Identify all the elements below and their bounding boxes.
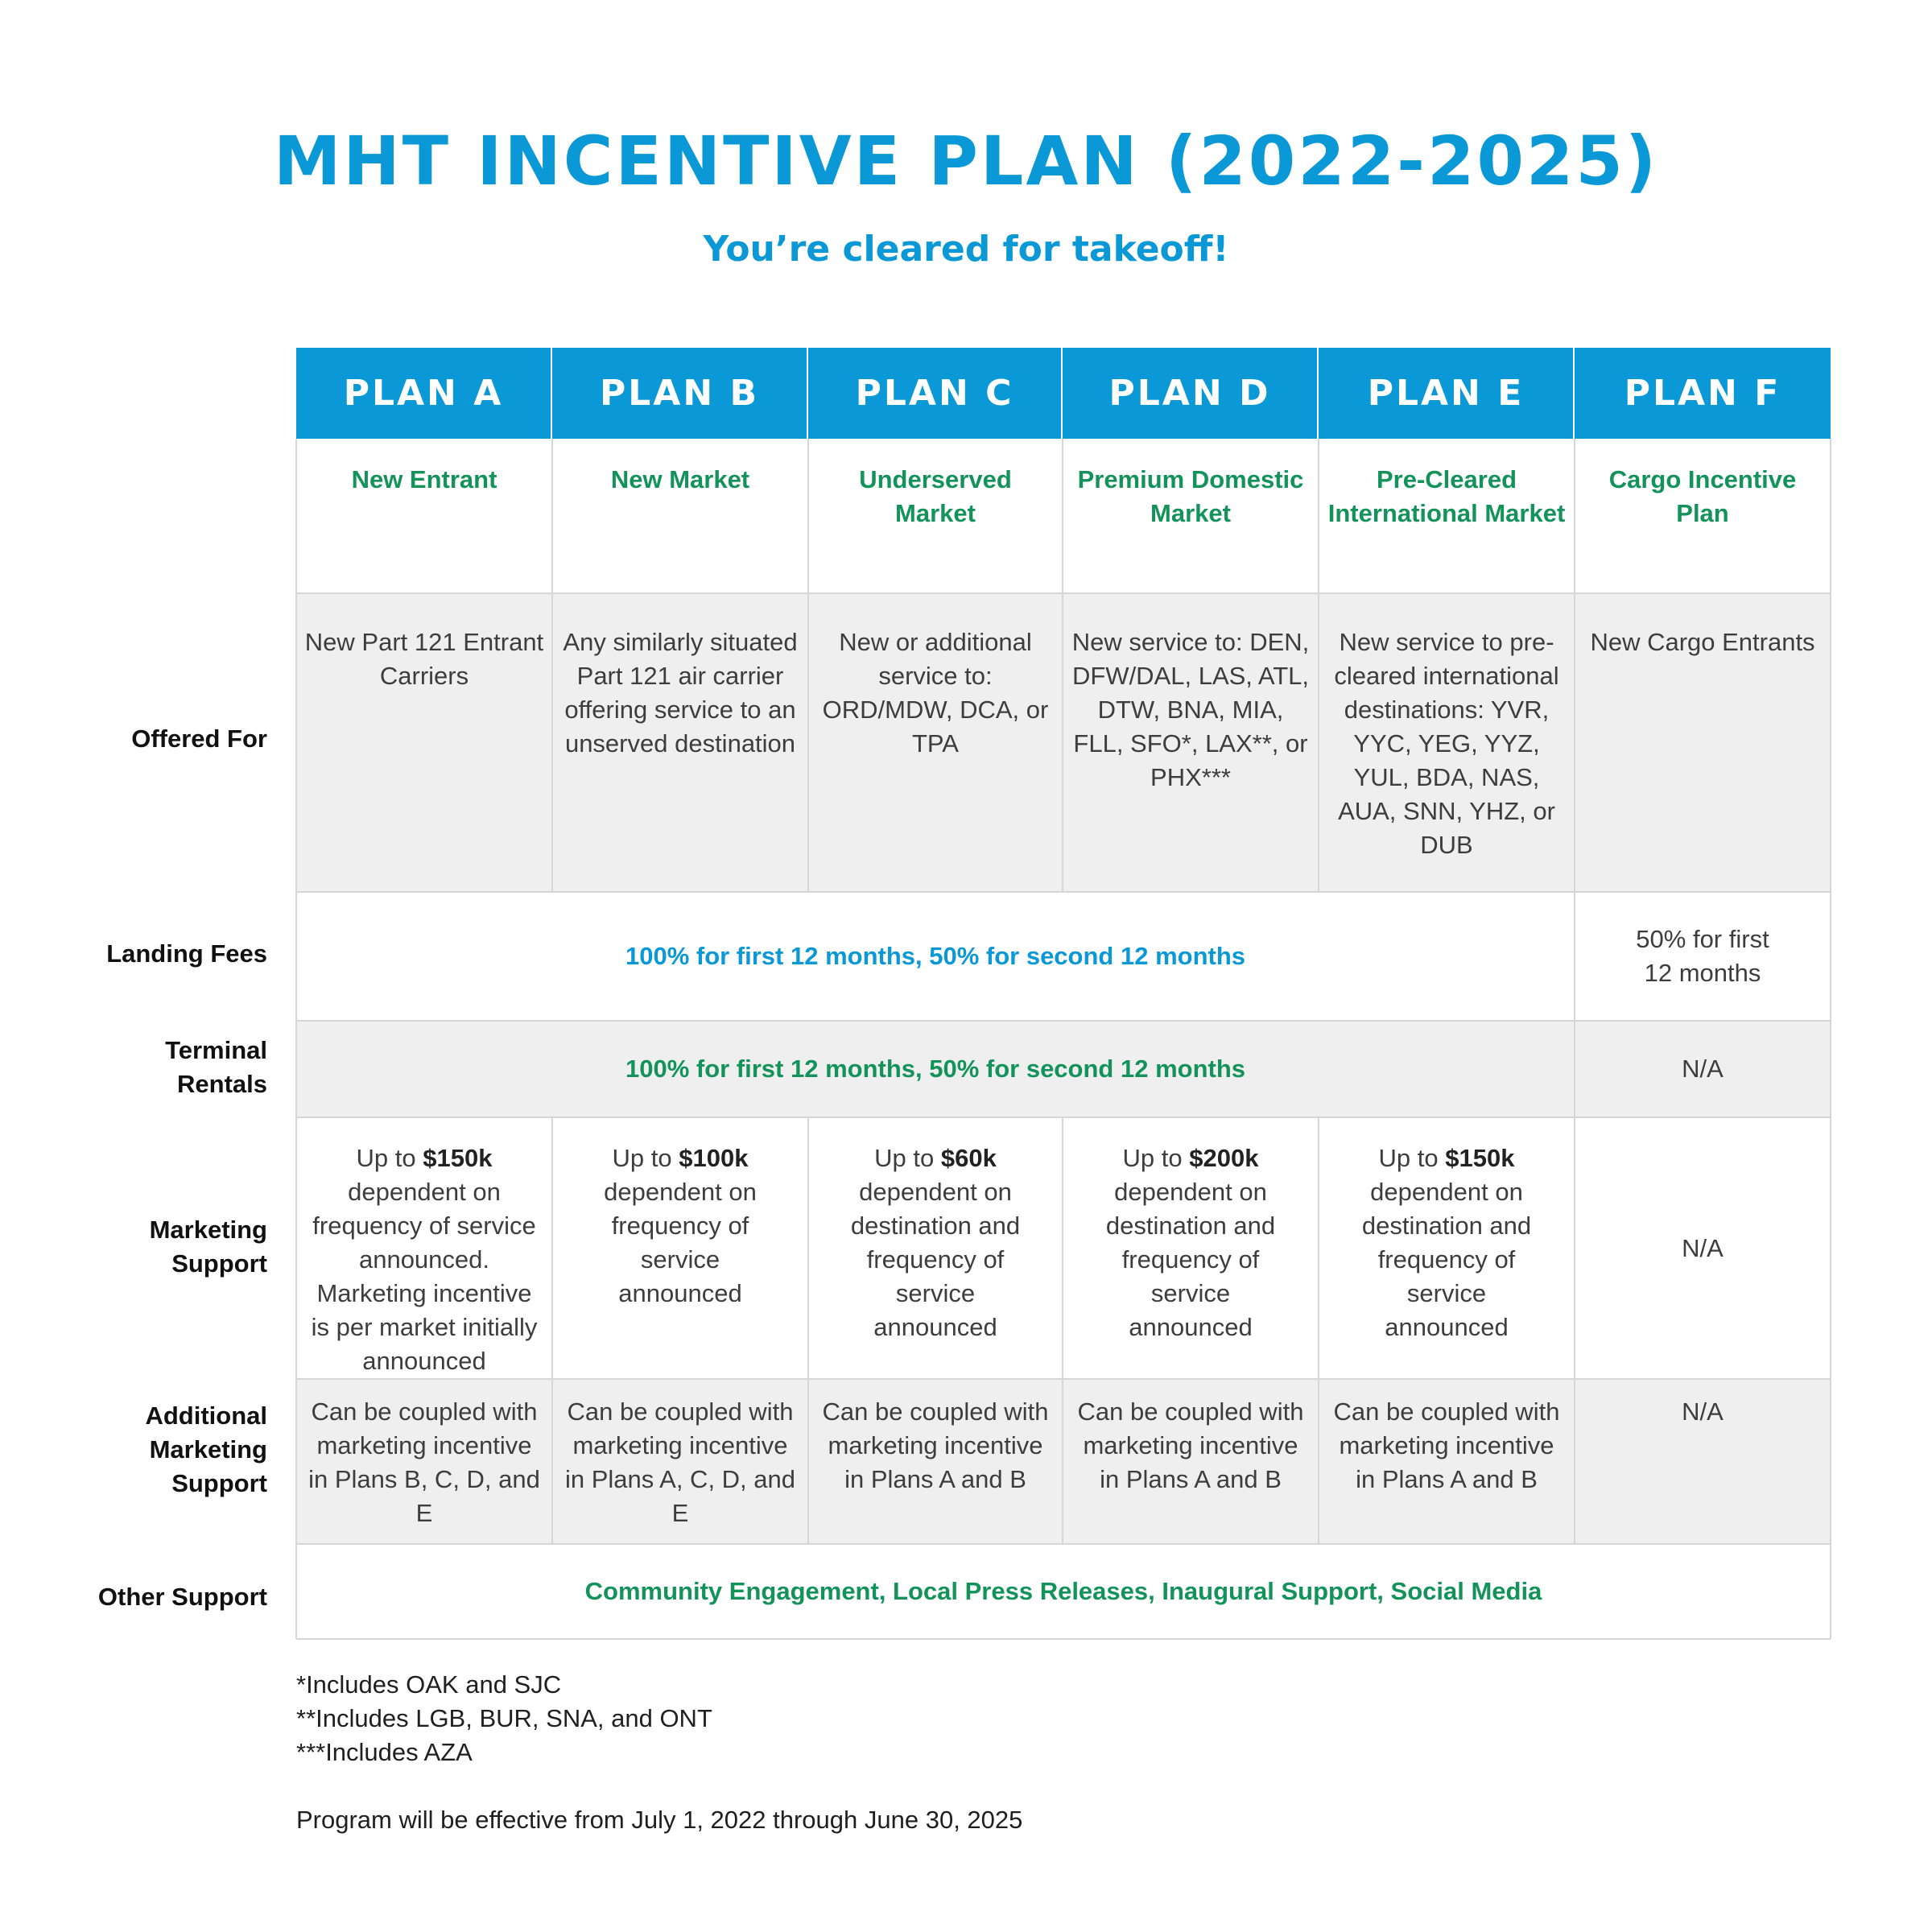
additional-marketing-cell — [552, 1379, 808, 1544]
footnote: ***Includes AZA — [296, 1738, 473, 1766]
plan-name-cell — [1575, 439, 1831, 593]
table-divider — [551, 1117, 553, 1544]
offered-for-cell — [1575, 593, 1831, 892]
plan-name: New Market — [610, 465, 750, 493]
marketing-support-cell — [296, 1117, 552, 1379]
plan-name-cell — [552, 439, 808, 593]
terminal-rentals-shared — [296, 1021, 1575, 1117]
landing-fees-plan-f-text: 50% for first 12 months — [1636, 925, 1769, 987]
additional-marketing-cell — [1575, 1379, 1831, 1544]
table-divider — [1062, 439, 1063, 892]
marketing-amount: $60k — [940, 1144, 997, 1172]
marketing-support-cell — [808, 1117, 1063, 1379]
terminal-rentals-text: 100% for first 12 months, 50% for second 12 months — [625, 1055, 1246, 1083]
offered-for-cell — [552, 593, 808, 892]
table-divider — [296, 1543, 1831, 1545]
terminal-rentals-plan-f-text: N/A — [1682, 1055, 1724, 1083]
table-divider — [295, 439, 297, 1639]
marketing-prefix: Up to — [1378, 1144, 1446, 1172]
additional-marketing-text: Can be coupled with marketing incentive in Plans A and B — [822, 1397, 1049, 1493]
plan-header-label: PLAN C — [855, 373, 1014, 414]
plan-header-c — [808, 348, 1063, 439]
marketing-support-text — [560, 1141, 800, 1311]
table-divider — [296, 1638, 1831, 1640]
offered-for-cell — [808, 593, 1063, 892]
table-divider — [296, 1378, 1831, 1380]
table-divider — [1062, 1117, 1063, 1544]
plan-header-label: PLAN D — [1108, 373, 1271, 414]
table-divider — [296, 592, 1831, 594]
other-support-shared — [296, 1544, 1831, 1639]
table-divider — [1830, 439, 1831, 1639]
additional-marketing-text: N/A — [1682, 1397, 1724, 1426]
table-divider — [296, 1020, 1831, 1022]
marketing-support-cell — [1575, 1117, 1831, 1379]
row-label-landing-fees: Landing Fees — [106, 939, 267, 968]
table-divider — [807, 1117, 809, 1544]
marketing-prefix: Up to — [1122, 1144, 1190, 1172]
marketing-detail: dependent on destination and frequency of service announced — [1105, 1178, 1276, 1341]
offered-for-cell — [1063, 593, 1319, 892]
offered-for-cell — [1319, 593, 1575, 892]
additional-marketing-cell — [1319, 1379, 1575, 1544]
row-label-additional-marketing-support: Additional Marketing Support — [145, 1402, 267, 1497]
marketing-support-cell — [1319, 1117, 1575, 1379]
terminal-rentals-plan-f — [1575, 1021, 1831, 1117]
page-subtitle: You’re cleared for takeoff! — [703, 229, 1229, 270]
marketing-detail: dependent on frequency of service announced — [604, 1178, 757, 1307]
plan-header-d — [1063, 348, 1319, 439]
offered-for-text: New Cargo Entrants — [1590, 628, 1815, 656]
footnote: *Includes OAK and SJC — [296, 1670, 562, 1699]
row-label-offered-for: Offered For — [131, 724, 267, 753]
additional-marketing-cell — [808, 1379, 1063, 1544]
plan-name-cell — [1319, 439, 1575, 593]
plan-header-label: PLAN A — [343, 373, 504, 414]
table-divider — [1574, 439, 1575, 892]
page-title: MHT INCENTIVE PLAN (2022-2025) — [273, 122, 1659, 200]
table-divider — [1318, 1117, 1319, 1544]
marketing-prefix: Up to — [874, 1144, 941, 1172]
plan-header-label: PLAN B — [599, 373, 760, 414]
additional-marketing-text: Can be coupled with marketing incentive in Plans B, C, D, and E — [308, 1397, 540, 1527]
plan-header-b — [552, 348, 808, 439]
marketing-support-text — [816, 1141, 1055, 1344]
offered-for-text: New service to pre-cleared international destinations: YVR, YYC, YEG, YYZ, YUL, BDA, NAS, AUA, SNN, YHZ, or DUB — [1334, 628, 1559, 859]
offered-for-cell — [296, 593, 552, 892]
offered-for-text: Any similarly situated Part 121 air carrier offering service to an unserved destination — [563, 628, 798, 758]
table-divider — [296, 891, 1831, 893]
plan-name-cell — [296, 439, 552, 593]
additional-marketing-text: Can be coupled with marketing incentive in Plans A and B — [1077, 1397, 1304, 1493]
marketing-support-cell — [552, 1117, 808, 1379]
marketing-support-text — [304, 1141, 544, 1378]
additional-marketing-text: Can be coupled with marketing incentive in Plans A and B — [1333, 1397, 1560, 1493]
marketing-detail: dependent on frequency of service announced. Marketing incentive is per market initially announced — [311, 1178, 538, 1375]
row-label-other-support: Other Support — [97, 1583, 267, 1611]
plan-name: New Entrant — [351, 465, 497, 493]
offered-for-text: New or additional service to: ORD/MDW, DCA, or TPA — [822, 628, 1049, 758]
additional-marketing-cell — [1063, 1379, 1319, 1544]
marketing-support-cell — [1063, 1117, 1319, 1379]
marketing-detail: dependent on destination and frequency of service announced — [850, 1178, 1021, 1341]
landing-fees-text: 100% for first 12 months, 50% for second 12 months — [625, 942, 1246, 970]
footnotes — [296, 1668, 1584, 1837]
marketing-amount: $200k — [1189, 1144, 1259, 1172]
marketing-amount: $100k — [679, 1144, 749, 1172]
table-divider — [1574, 892, 1575, 1117]
marketing-amount: $150k — [423, 1144, 493, 1172]
plan-header-a — [296, 348, 552, 439]
plan-header-label: PLAN F — [1624, 373, 1781, 414]
marketing-prefix: Up to — [612, 1144, 679, 1172]
marketing-support-text — [1071, 1141, 1311, 1344]
plan-name: Cargo Incentive Plan — [1608, 465, 1797, 527]
offered-for-text: New Part 121 Entrant Carriers — [304, 628, 544, 690]
table-divider — [551, 439, 553, 892]
additional-marketing-cell — [296, 1379, 552, 1544]
table-divider — [296, 1117, 1831, 1118]
effective-date-note: Program will be effective from July 1, 2022 through June 30, 2025 — [296, 1806, 1023, 1834]
plan-header-label: PLAN E — [1367, 373, 1525, 414]
plan-header-f — [1575, 348, 1831, 439]
marketing-support-text: N/A — [1682, 1233, 1724, 1262]
table-divider — [1318, 439, 1319, 892]
plan-name: Underserved Market — [859, 465, 1012, 527]
additional-marketing-text: Can be coupled with marketing incentive in Plans A, C, D, and E — [564, 1397, 796, 1527]
marketing-prefix: Up to — [356, 1144, 423, 1172]
offered-for-text: New service to: DEN, DFW/DAL, LAS, ATL, DTW, BNA, MIA, FLL, SFO*, LAX**, or PHX*** — [1071, 628, 1310, 791]
plan-header-e — [1319, 348, 1575, 439]
table-divider — [807, 439, 809, 892]
footnote: **Includes LGB, BUR, SNA, and ONT — [296, 1704, 712, 1732]
landing-fees-plan-f — [1575, 892, 1831, 1021]
marketing-amount: $150k — [1445, 1144, 1515, 1172]
marketing-detail: dependent on destination and frequency of service announced — [1361, 1178, 1532, 1341]
row-label-terminal-rentals: Terminal Rentals — [165, 1036, 267, 1098]
plan-name: Premium Domestic Market — [1077, 465, 1304, 527]
table-divider — [1574, 1117, 1575, 1544]
other-support-text: Community Engagement, Local Press Releases, Inaugural Support, Social Media — [584, 1577, 1542, 1605]
marketing-support-text — [1327, 1141, 1567, 1344]
row-label-marketing-support: Marketing Support — [149, 1216, 267, 1278]
plan-name-cell — [808, 439, 1063, 593]
landing-fees-shared — [296, 892, 1575, 1021]
plan-name: Pre-Cleared International Market — [1327, 465, 1566, 527]
plan-name-cell — [1063, 439, 1319, 593]
